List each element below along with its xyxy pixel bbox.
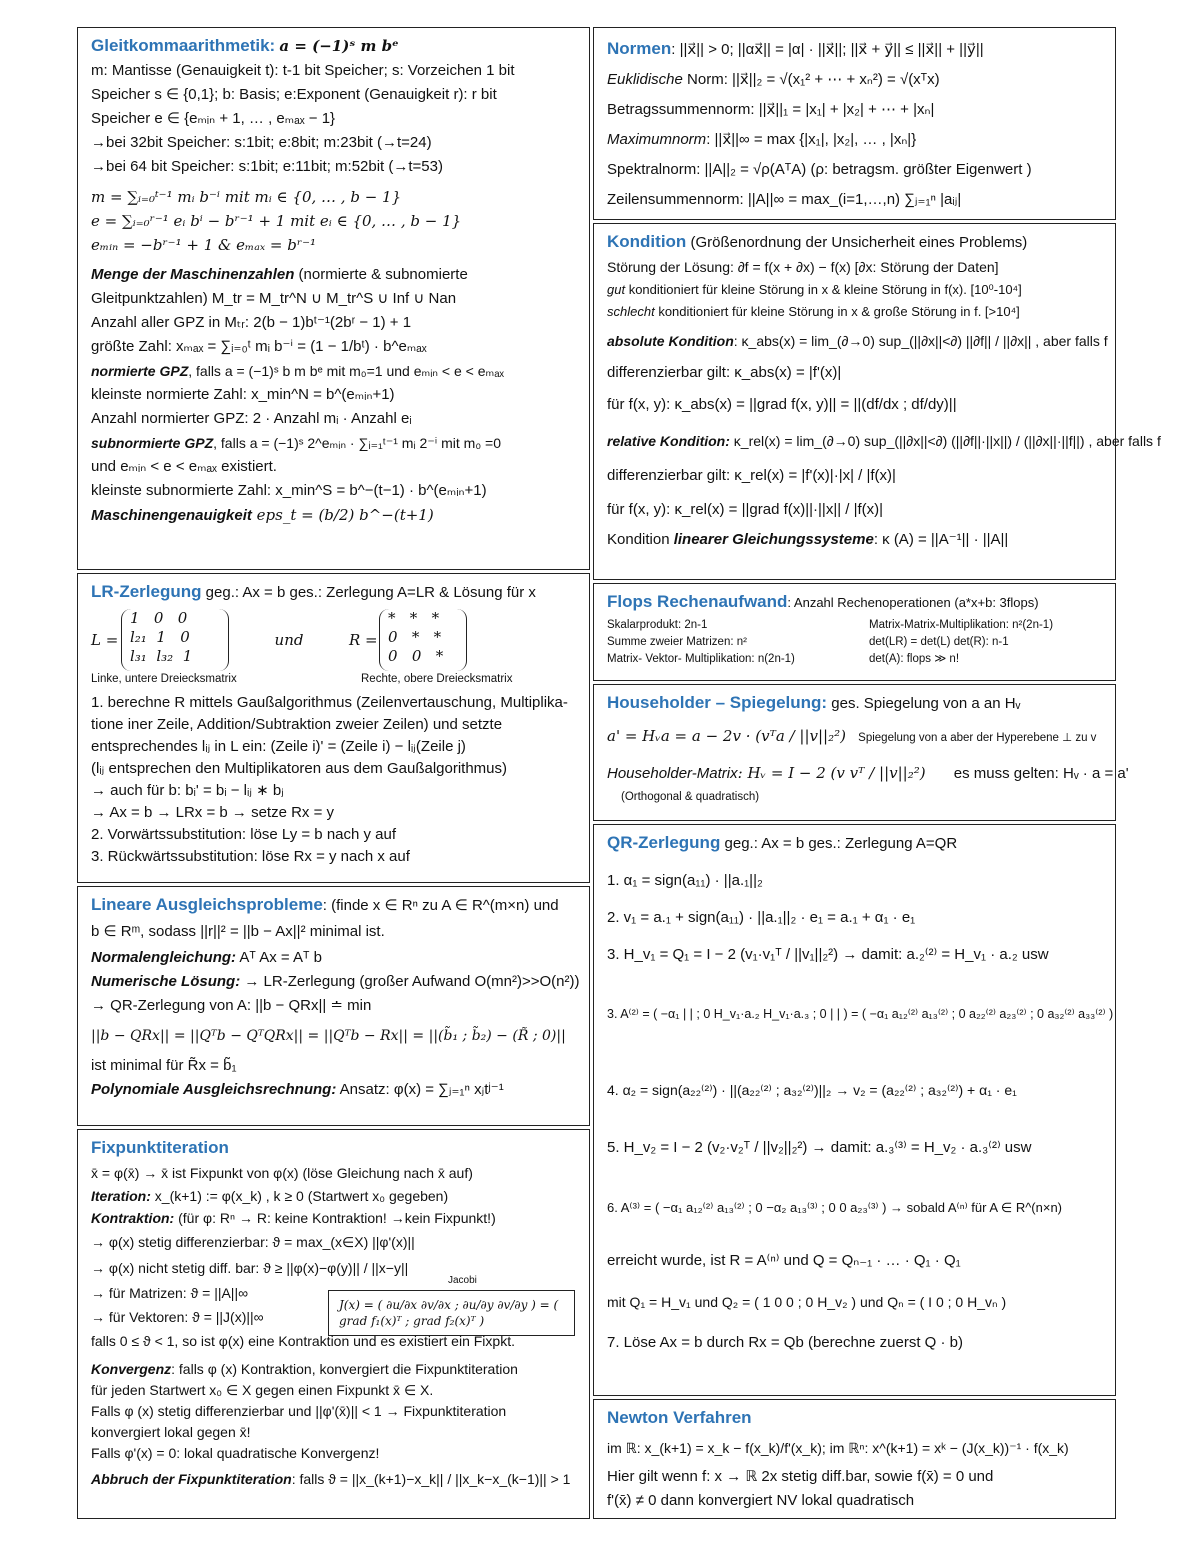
kondition-line: Störung der Lösung: ∂f = f(x + ∂x) − f(x) [∂x: Störung der Daten] — [607, 259, 999, 275]
qr-step: 5. H_v₂ = I − 2 (v₂·v₂ᵀ / ||v₂||₂²) → damit: a.₃⁽³⁾ = H_v₂ · a.₃⁽²⁾ usw — [607, 1139, 1032, 1156]
flops-row — [607, 617, 1105, 634]
norm-formula: Zeilensummennorm: ||A||∞ = max_(i=1,…,n) ∑ⱼ₌₁ⁿ |aᵢⱼ| — [607, 191, 962, 208]
flops-cell: Matrix- Vektor- Multiplikation: n(2n-1) — [607, 653, 795, 665]
norm-formula: : ||x⃗||∞ = max {|x₁|, |x₂|, … , |xₙ|} — [706, 131, 917, 148]
qr-step: 2. v₁ = a.₁ + sign(a₁₁) · ||a.₁||₂ · e₁ = a.₁ + α₁ · e₁ — [607, 909, 916, 926]
rel-kondition-fxy: für f(x, y): κ_rel(x) = ||grad f(x)||·||x|| / |f(x)| — [607, 501, 884, 518]
flops-cell: Skalarprodukt: 2n-1 — [607, 619, 708, 631]
gleitkomma-formula: m = ∑ᵢ₌₀ᵗ⁻¹ mᵢ b⁻ⁱ mit mᵢ ∈ {0, … , b − 1} — [91, 188, 402, 206]
kontraktion-rest: (für φ: Rⁿ → R: keine Kontraktion! →kein Fixpunkt!) — [174, 1210, 496, 1226]
gleitkomma-title: Gleitkommaarithmetik: — [91, 36, 276, 55]
konvergenz-label: Konvergenz — [91, 1361, 172, 1377]
qr-step: 4. α₂ = sign(a₂₂⁽²⁾) · ||(a₂₂⁽²⁾ ; a₃₂⁽²⁾)||₂ → v₂ = (a₂₂⁽²⁾ ; a₃₂⁽²⁾) + α₁ · e₁ — [607, 1082, 1017, 1098]
konvergenz-line: Falls φ (x) stetig differenzierbar und ||φ'(x̄)|| < 1 → Fixpunktiteration — [91, 1403, 507, 1419]
lr-head: geg.: Ax = b ges.: Zerlegung A=LR & Lösung für x — [201, 584, 536, 601]
section-normen — [593, 27, 1116, 220]
flops-row — [607, 651, 1105, 668]
ausgleich-head: : (finde x ∈ Rⁿ zu A ∈ R^(m×n) und — [322, 897, 559, 914]
qr-step: 1. α₁ = sign(a₁₁) · ||a.₁||₂ — [607, 872, 763, 889]
numerisch-label: Numerische Lösung: — [91, 973, 241, 990]
section-lr — [77, 573, 590, 883]
abs-kondition-fxy: für f(x, y): κ_abs(x) = ||grad f(x, y)|| = ||(df/dx ; df/dy)|| — [607, 396, 957, 413]
flops-cell: det(LR) = det(L) det(R): n-1 — [869, 636, 1009, 648]
l-matrix-row: l₂₁ 1 0 — [130, 628, 190, 646]
norm-label: Maximumnorm — [607, 131, 707, 148]
menge-label: Menge der Maschinenzahlen — [91, 266, 295, 283]
gleitkomma-line: m: Mantisse (Genauigkeit t): t-1 bit Speicher; s: Vorzeichen 1 bit — [91, 62, 515, 79]
section-householder — [593, 684, 1129, 821]
r-matrix-row: 0 * * — [388, 628, 442, 646]
gut-label: gut — [607, 282, 626, 297]
r-matrix-row: 0 0 * — [388, 647, 444, 665]
abbruch-label: Abbruch der Fixpunktiteration — [91, 1471, 292, 1487]
abs-kondition-formula: : κ_abs(x) = lim_(∂→0) sup_(||∂x||<∂) ||∂f|| / ||∂x|| , aber falls f — [733, 333, 1108, 349]
konvergenz-rest: : falls φ (x) Kontraktion, konvergiert die Fixpunktiteration — [171, 1361, 518, 1377]
r-matrix-row: * * * — [388, 609, 440, 627]
fixpunkt-rule: → φ(x) nicht stetig diff. bar: ϑ ≥ ||φ(x)−φ(y)|| / ||x−y|| — [91, 1260, 409, 1276]
lr-step: → Ax = b → LRx = b → setze Rx = y — [91, 804, 335, 821]
lr-step: (lᵢⱼ entsprechen den Multiplikatoren aus dem Gaußalgorithmus) — [91, 760, 508, 777]
fixpunkt-title: Fixpunktiteration — [91, 1138, 229, 1157]
section-fixpunkt — [77, 1129, 590, 1519]
section-gleitkomma — [77, 27, 590, 570]
lgs-formula: : κ (A) = ||A⁻¹|| · ||A|| — [873, 531, 1009, 548]
qr-step: 6. A⁽³⁾ = ( −α₁ a₁₂⁽²⁾ a₁₃⁽²⁾ ; 0 −α₂ a₁₃⁽³⁾ ; 0 0 a₂₃⁽³⁾ ) → sobald A⁽ⁿ⁾ für A ∈ R^(n×n) — [607, 1200, 1063, 1215]
r-matrix-label: Rechte, obere Dreiecksmatrix — [361, 673, 513, 685]
l-matrix-label: Linke, untere Dreiecksmatrix — [91, 673, 237, 685]
gleitkomma-line: Speicher s ∈ {0,1}; b: Basis; e:Exponent (Genauigkeit r): r bit — [91, 86, 497, 103]
fixpunkt-rule: → φ(x) stetig differenzierbar: ϑ = max_(x∈X) ||φ'(x)|| — [91, 1234, 415, 1250]
qr-title: QR-Zerlegung — [607, 833, 721, 852]
subnorm-rest: , falls a = (−1)ˢ 2^eₘᵢₙ · ∑ᵢ₌₁ᵗ⁻¹ mᵢ 2⁻ⁱ mit m₀ =0 — [213, 435, 501, 451]
norm-formula: Spektralnorm: ||A||₂ = √ρ(AᵀA) (ρ: betragsm. größter Eigenwert ) — [607, 161, 1032, 178]
flops-cell: Summe zweier Matrizen: n² — [607, 636, 747, 648]
householder-formula: a' = Hᵥa = a − 2v · (vᵀa / ||v||₂²) — [607, 727, 846, 745]
fixpunkt-rule: falls 0 ≤ ϑ < 1, so ist φ(x) eine Kontraktion und es existiert ein Fixpkt. — [91, 1333, 515, 1349]
kondition-title: Kondition — [607, 232, 687, 251]
lr-step: → auch für b: bᵢ' = bᵢ − lᵢⱼ ∗ bⱼ — [91, 782, 284, 799]
lr-step: 1. berechne R mittels Gaußalgorithmus (Zeilenvertauschung, Multiplika- — [91, 694, 568, 711]
schlecht-rest: konditioniert für kleine Störung in x & große Störung in f. [>10⁴] — [654, 304, 1020, 319]
lr-step: tione iner Zeile, Addition/Subtraktion zweier Zeilen) und setzte — [91, 716, 503, 733]
section-flops — [593, 583, 1116, 681]
newton-line: Hier gilt wenn f: x → ℝ 2x stetig diff.bar, sowie f(x̄) = 0 und — [607, 1468, 994, 1485]
konvergenz-line: Falls φ'(x) = 0: lokal quadratische Konvergenz! — [91, 1445, 380, 1461]
normen-axioms: : ||x⃗|| > 0; ||αx⃗|| = |α| · ||x⃗||; ||x⃗ + y⃗|| ≤ ||x⃗|| + ||y⃗|| — [671, 41, 984, 58]
normal-rest: Aᵀ Ax = Aᵀ b — [236, 949, 322, 966]
poly-rest: Ansatz: φ(x) = ∑ⱼ₌₁ⁿ xⱼtʲ⁻¹ — [336, 1081, 504, 1098]
gleitkomma-line: →bei 32bit Speicher: s:1bit; e:8bit; m:23bit (→t=24) — [91, 134, 432, 151]
kleinste-subnormiert: kleinste subnormierte Zahl: x_min^S = b^−(t−1) · b^(eₘᵢₙ+1) — [91, 482, 487, 499]
r-matrix — [379, 609, 467, 671]
l-matrix — [121, 609, 229, 671]
normen-title: Normen — [607, 39, 672, 58]
qr-line: → QR-Zerlegung von A: ||b − QRx|| ≐ min — [91, 997, 372, 1014]
qr-step: mit Q₁ = H_v₁ und Q₂ = ( 1 0 0 ; 0 H_v₂ ) und Qₙ = ( I 0 ; 0 H_vₙ ) — [607, 1294, 1007, 1310]
subnorm-label: subnormierte GPZ — [91, 435, 214, 451]
lr-step: entsprechendes lᵢⱼ in L ein: (Zeile i)' = (Zeile i) − lᵢⱼ(Zeile j) — [91, 738, 466, 755]
flops-row — [607, 634, 1105, 651]
gleitkomma-line: →bei 64 bit Speicher: s:1bit; e:11bit; m:52bit (→t=53) — [91, 158, 443, 175]
iteration-rest: x_(k+1) := φ(x_k) , k ≥ 0 (Startwert x₀ gegeben) — [150, 1188, 449, 1204]
fixpunkt-rule: → für Vektoren: ϑ = ||J(x)||∞ — [91, 1309, 264, 1325]
lgs-prefix: Kondition — [607, 531, 674, 548]
rel-kondition-label: relative Kondition: — [607, 433, 730, 449]
section-kondition — [593, 223, 1161, 580]
iteration-label: Iteration: — [91, 1188, 151, 1204]
groesste-zahl: größte Zahl: xₘₐₓ = ∑ᵢ₌₀ᵗ mᵢ b⁻ⁱ = (1 − 1/bᵗ) · b^eₘₐₓ — [91, 338, 427, 355]
poly-label: Polynomiale Ausgleichsrechnung: — [91, 1081, 337, 1098]
eps-rest: eps_t = (b/2) b^−(t+1) — [251, 506, 434, 524]
householder-note: Spiegelung von a aber der Hyperebene ⊥ zu v — [858, 732, 1097, 744]
newton-line: im ℝ: x_(k+1) = x_k − f(x_k)/f'(x_k); im ℝⁿ: x^(k+1) = xᵏ − (J(x_k))⁻¹ · f(x_k) — [607, 1440, 1069, 1456]
kleinste-normiert: kleinste normierte Zahl: x_min^N = b^(eₘᵢₙ+1) — [91, 386, 395, 403]
anzahl-gpz: Anzahl aller GPZ in Mₜᵣ: 2(b − 1)bᵗ⁻¹(2bʳ − 1) + 1 — [91, 314, 412, 331]
abs-kondition-label: absolute Kondition — [607, 333, 734, 349]
householder-subtitle: ges. Spiegelung von a an Hᵥ — [827, 695, 1021, 712]
numerisch-rest: → LR-Zerlegung (großer Aufwand O(mn²)>>O(n²)) — [240, 973, 580, 990]
jacobi-label: Jacobi — [448, 1275, 477, 1286]
konvergenz-line: für jeden Startwert x₀ ∈ X gegen einen Fixpunkt x̄ ∈ X. — [91, 1382, 434, 1398]
qr-line2: ||b − QRx|| = ||Qᵀb − QᵀQRx|| = ||Qᵀb − Rx|| = ||(b̃₁ ; b̃₂) − (R̃ ; 0)|| — [91, 1028, 566, 1044]
schlecht-label: schlecht — [607, 304, 655, 319]
lr-matrices: L = 1 0 0 l₂₁ 1 0 l₃₁ l₃₂ 1 und R = * * * 0 * * 0 0 * — [91, 609, 579, 671]
ausgleich-line2: b ∈ Rᵐ, sodass ||r||² = ||b − Ax||² minimal ist. — [91, 923, 385, 940]
minimal-line: ist minimal für R̃x = b̃₁ — [91, 1057, 237, 1074]
kondition-subtitle: (Größenordnung der Unsicherheit eines Problems) — [686, 234, 1028, 251]
fixpunkt-rule: → für Matrizen: ϑ = ||A||∞ — [91, 1285, 249, 1301]
normal-label: Normalengleichung: — [91, 949, 237, 966]
menge-rest: (normierte & subnomierte — [294, 266, 468, 283]
newton-line: f'(x̄) ≠ 0 dann konvergiert NV lokal quadratisch — [607, 1492, 915, 1509]
fixpunkt-line1: x̄ = φ(x̄) → x̄ ist Fixpunkt von φ(x) (löse Gleichung nach x̄ auf) — [91, 1165, 473, 1181]
l-matrix-row: l₃₁ l₃₂ 1 — [130, 647, 193, 665]
qr-head: geg.: Ax = b ges.: Zerlegung A=QR — [720, 835, 958, 852]
householder-condition: es muss gelten: Hᵥ · a = a' — [953, 765, 1129, 782]
menge-line2: Gleitpunktzahlen) M_tr = M_tr^N ∪ M_tr^S ∪ Inf ∪ Nan — [91, 290, 457, 307]
lr-step: 2. Vorwärtssubstitution: löse Ly = b nach y auf — [91, 826, 397, 843]
eps-label: Maschinengenauigkeit — [91, 507, 252, 524]
section-ausgleich — [77, 886, 590, 1126]
lgs-label: linearer Gleichungssysteme — [673, 531, 874, 548]
lr-title: LR-Zerlegung — [91, 582, 202, 601]
lr-step: 3. Rückwärtssubstitution: löse Rx = y nach x auf — [91, 848, 410, 865]
householder-title: Householder – Spiegelung: — [607, 693, 828, 712]
und-label: und — [274, 631, 304, 649]
gleitkomma-line: Speicher e ∈ {eₘᵢₙ + 1, … , eₘₐₓ − 1} — [91, 110, 336, 127]
flops-cell: Matrix-Matrix-Multiplikation: n²(2n-1) — [869, 619, 1054, 631]
norm-formula: Betragssummennorm: ||x⃗||₁ = |x₁| + |x₂| + ⋯ + |xₙ| — [607, 101, 935, 118]
qr-step: 7. Löse Ax = b durch Rx = Qb (berechne zuerst Q · b) — [607, 1334, 964, 1351]
subnorm-line2: und eₘᵢₙ < e < eₘₐₓ existiert. — [91, 458, 277, 475]
qr-step: 3. A⁽²⁾ = ( −α₁ | | ; 0 H_v₁·a.₂ H_v₁·a.₃ ; 0 | | ) = ( −α₁ a₁₂⁽²⁾ a₁₃⁽²⁾ ; 0 a₂₂⁽²⁾ a₂₃⁽²⁾ ; 0 a₃₂⁽²⁾ a₃₃⁽²⁾ ) — [607, 1007, 1114, 1021]
anzahl-normiert: Anzahl normierter GPZ: 2 · Anzahl mᵢ · Anzahl eᵢ — [91, 410, 412, 427]
householder-ortho: (Orthogonal & quadratisch) — [621, 791, 760, 803]
gut-rest: konditioniert für kleine Störung in x & kleine Störung in f(x). [10⁰-10⁴] — [625, 282, 1022, 297]
normiert-rest: , falls a = (−1)ˢ b m bᵉ mit m₀=1 und eₘᵢₙ < e < eₘₐₓ — [188, 363, 505, 379]
abbruch-rest: : falls ϑ = ||x_(k+1)−x_k|| / ||x_k−x_(k−1)|| > 1 — [291, 1471, 571, 1487]
l-matrix-row: 1 0 0 — [130, 609, 188, 627]
normiert-label: normierte GPZ — [91, 363, 189, 379]
konvergenz-line: konvergiert lokal gegen x̄! — [91, 1424, 251, 1440]
householder-matrix-formula: : Hᵥ = I − 2 (v vᵀ / ||v||₂²) — [737, 764, 926, 782]
flops-cell: det(A): flops ≫ n! — [869, 653, 960, 665]
ausgleich-title: Lineare Ausgleichsprobleme — [91, 895, 323, 914]
rel-kondition-formula: κ_rel(x) = lim_(∂→0) sup_(||∂x||<∂) (||∂f||·||x||) / (||∂x||·||f||) , aber falls f — [729, 433, 1161, 449]
householder-matrix-label: Householder-Matrix — [607, 765, 738, 782]
norm-formula: Norm: ||x⃗||₂ = √(x₁² + ⋯ + xₙ²) = √(xᵀx) — [682, 71, 940, 88]
gleitkomma-formula: eₘᵢₙ = −bʳ⁻¹ + 1 & eₘₐₓ = bʳ⁻¹ — [91, 236, 316, 254]
section-qr — [593, 824, 1116, 1396]
gleitkomma-title-formula: a = (−1)ˢ m bᵉ — [279, 37, 399, 55]
newton-title: Newton Verfahren — [607, 1408, 752, 1427]
kontraktion-label: Kontraktion: — [91, 1210, 175, 1226]
gleitkomma-formula: e = ∑ᵢ₌₀ʳ⁻¹ eᵢ bⁱ − bʳ⁻¹ + 1 mit eᵢ ∈ {0, … , b − 1} — [91, 212, 462, 230]
section-newton — [593, 1399, 1116, 1519]
flops-subtitle: : Anzahl Rechenoperationen (a*x+b: 3flops) — [787, 595, 1039, 610]
flops-title: Flops Rechenaufwand — [607, 592, 788, 611]
norm-label: Euklidische — [607, 71, 683, 88]
abs-kondition-diff: differenzierbar gilt: κ_abs(x) = |f'(x)| — [607, 364, 842, 381]
rel-kondition-diff: differenzierbar gilt: κ_rel(x) = |f'(x)|·|x| / |f(x)| — [607, 467, 896, 484]
jacobi-box: J(x) = ( ∂u/∂x ∂v/∂x ; ∂u/∂y ∂v/∂y ) = ( grad f₁(x)ᵀ ; grad f₂(x)ᵀ ) — [328, 1290, 575, 1336]
qr-step: erreicht wurde, ist R = A⁽ⁿ⁾ und Q = Qₙ₋₁ · … · Q₁ · Q₁ — [607, 1252, 961, 1269]
qr-step: 3. H_v₁ = Q₁ = I − 2 (v₁·v₁ᵀ / ||v₁||₂²) → damit: a.₂⁽²⁾ = H_v₁ · a.₂ usw — [607, 946, 1049, 963]
